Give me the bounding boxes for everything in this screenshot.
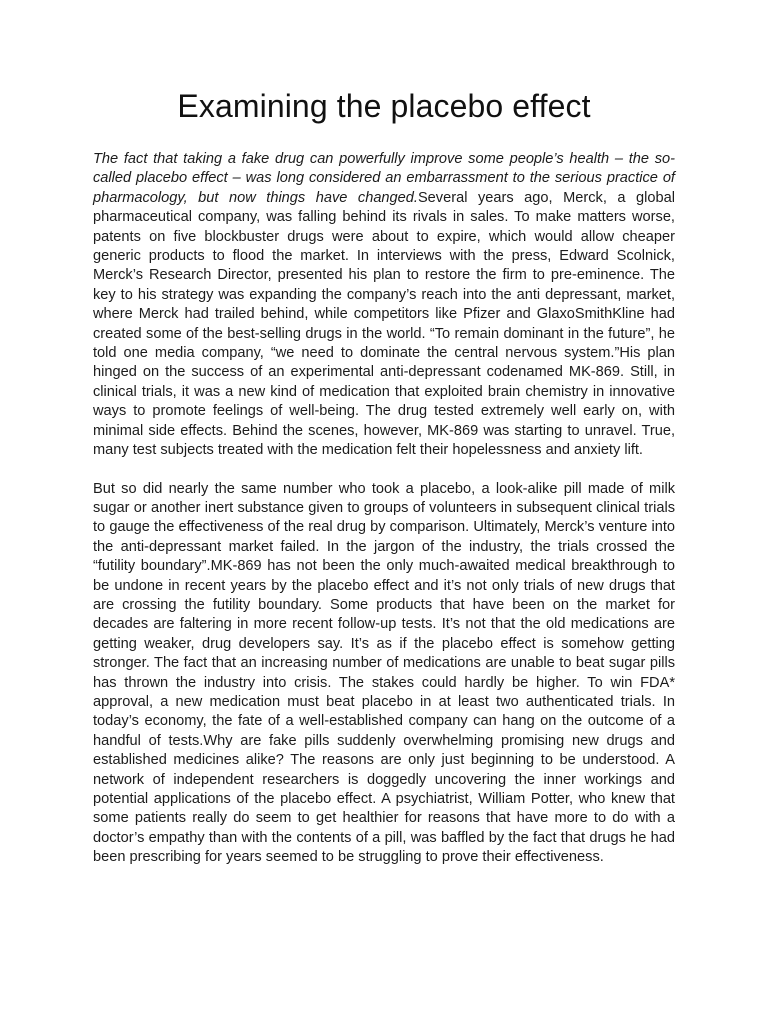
paragraph-2 bbox=[93, 480, 675, 868]
document-title: Examining the placebo effect bbox=[177, 88, 591, 124]
paragraph-1-body: Several years ago, Merck, a global pharmaceutical company, was falling behind its rivals in sales. To make matters worse, patents on five blockbuster drugs were about to expire, which would allow cheaper generic products to flood the market. In interviews with the press, Edward Scolnick, Merck’s Research Director, presented his plan to restore the firm to pre-eminence. The key to his strategy was expanding the company’s reach into the anti depressant, market, where Merck had trailed behind, while competitors like Pfizer and GlaxoSmithKline had created some of the best-selling drugs in the world. “To remain dominant in the future”, he told one media company, “we need to dominate the central nervous system.”His plan hinged on the success of an experimental anti-depressant codenamed MK-869. Still, in clinical trials, it was a new kind of medication that exploited brain chemistry in innovative ways to promote feelings of well-being. The drug tested extremely well early on, with minimal side effects. Behind the scenes, however, MK-869 was starting to unravel. True, many test subjects treated with the medication felt their hopelessness and anxiety lift. bbox=[93, 189, 675, 459]
paragraph-1-intro: The fact that taking a fake drug can powerfully improve some people’s health – the so-called placebo effect – was long considered an embarrassment to the serious practice of pharmacology, but now things have changed. bbox=[93, 151, 675, 206]
paragraph-2-body: But so did nearly the same number who took a placebo, a look-alike pill made of milk sugar or another inert substance given to groups of volunteers in subsequent clinical trials to gauge the effectiveness of the real drug by comparison. Ultimately, Merck’s venture into the anti-depressant market failed. In the jargon of the industry, the trials crossed the “futility boundary”.MK-869 has not been the only much-awaited medical breakthrough to be undone in recent years by the placebo effect and it’s not only trials of new drugs that are crossing the futility boundary. Some products that have been on the market for decades are faltering in more recent follow-up tests. It’s not that the old medications are getting weaker, drug developers say. It’s as if the placebo effect is somehow getting stronger. The fact that an increasing number of medications are unable to beat sugar pills has thrown the industry into crisis. The stakes could hardly be higher. To win FDA* approval, a new medication must beat placebo in at least two authenticated trials. In today’s economy, the fate of a well-established company can hang on the outcome of a handful of tests.Why are fake pills suddenly overwhelming promising new drugs and established medicines alike? The reasons are only just beginning to be understood. A network of independent researchers is doggedly uncovering the inner workings and potential applications of the placebo effect. A psychiatrist, William Potter, who knew that some patients really do seem to get healthier for reasons that have more to do with a doctor’s empathy than with the contents of a pill, was baffled by the fact that drugs he had been prescribing for years seemed to be struggling to prove their effectiveness. bbox=[93, 480, 675, 866]
paragraph-1 bbox=[93, 150, 675, 461]
